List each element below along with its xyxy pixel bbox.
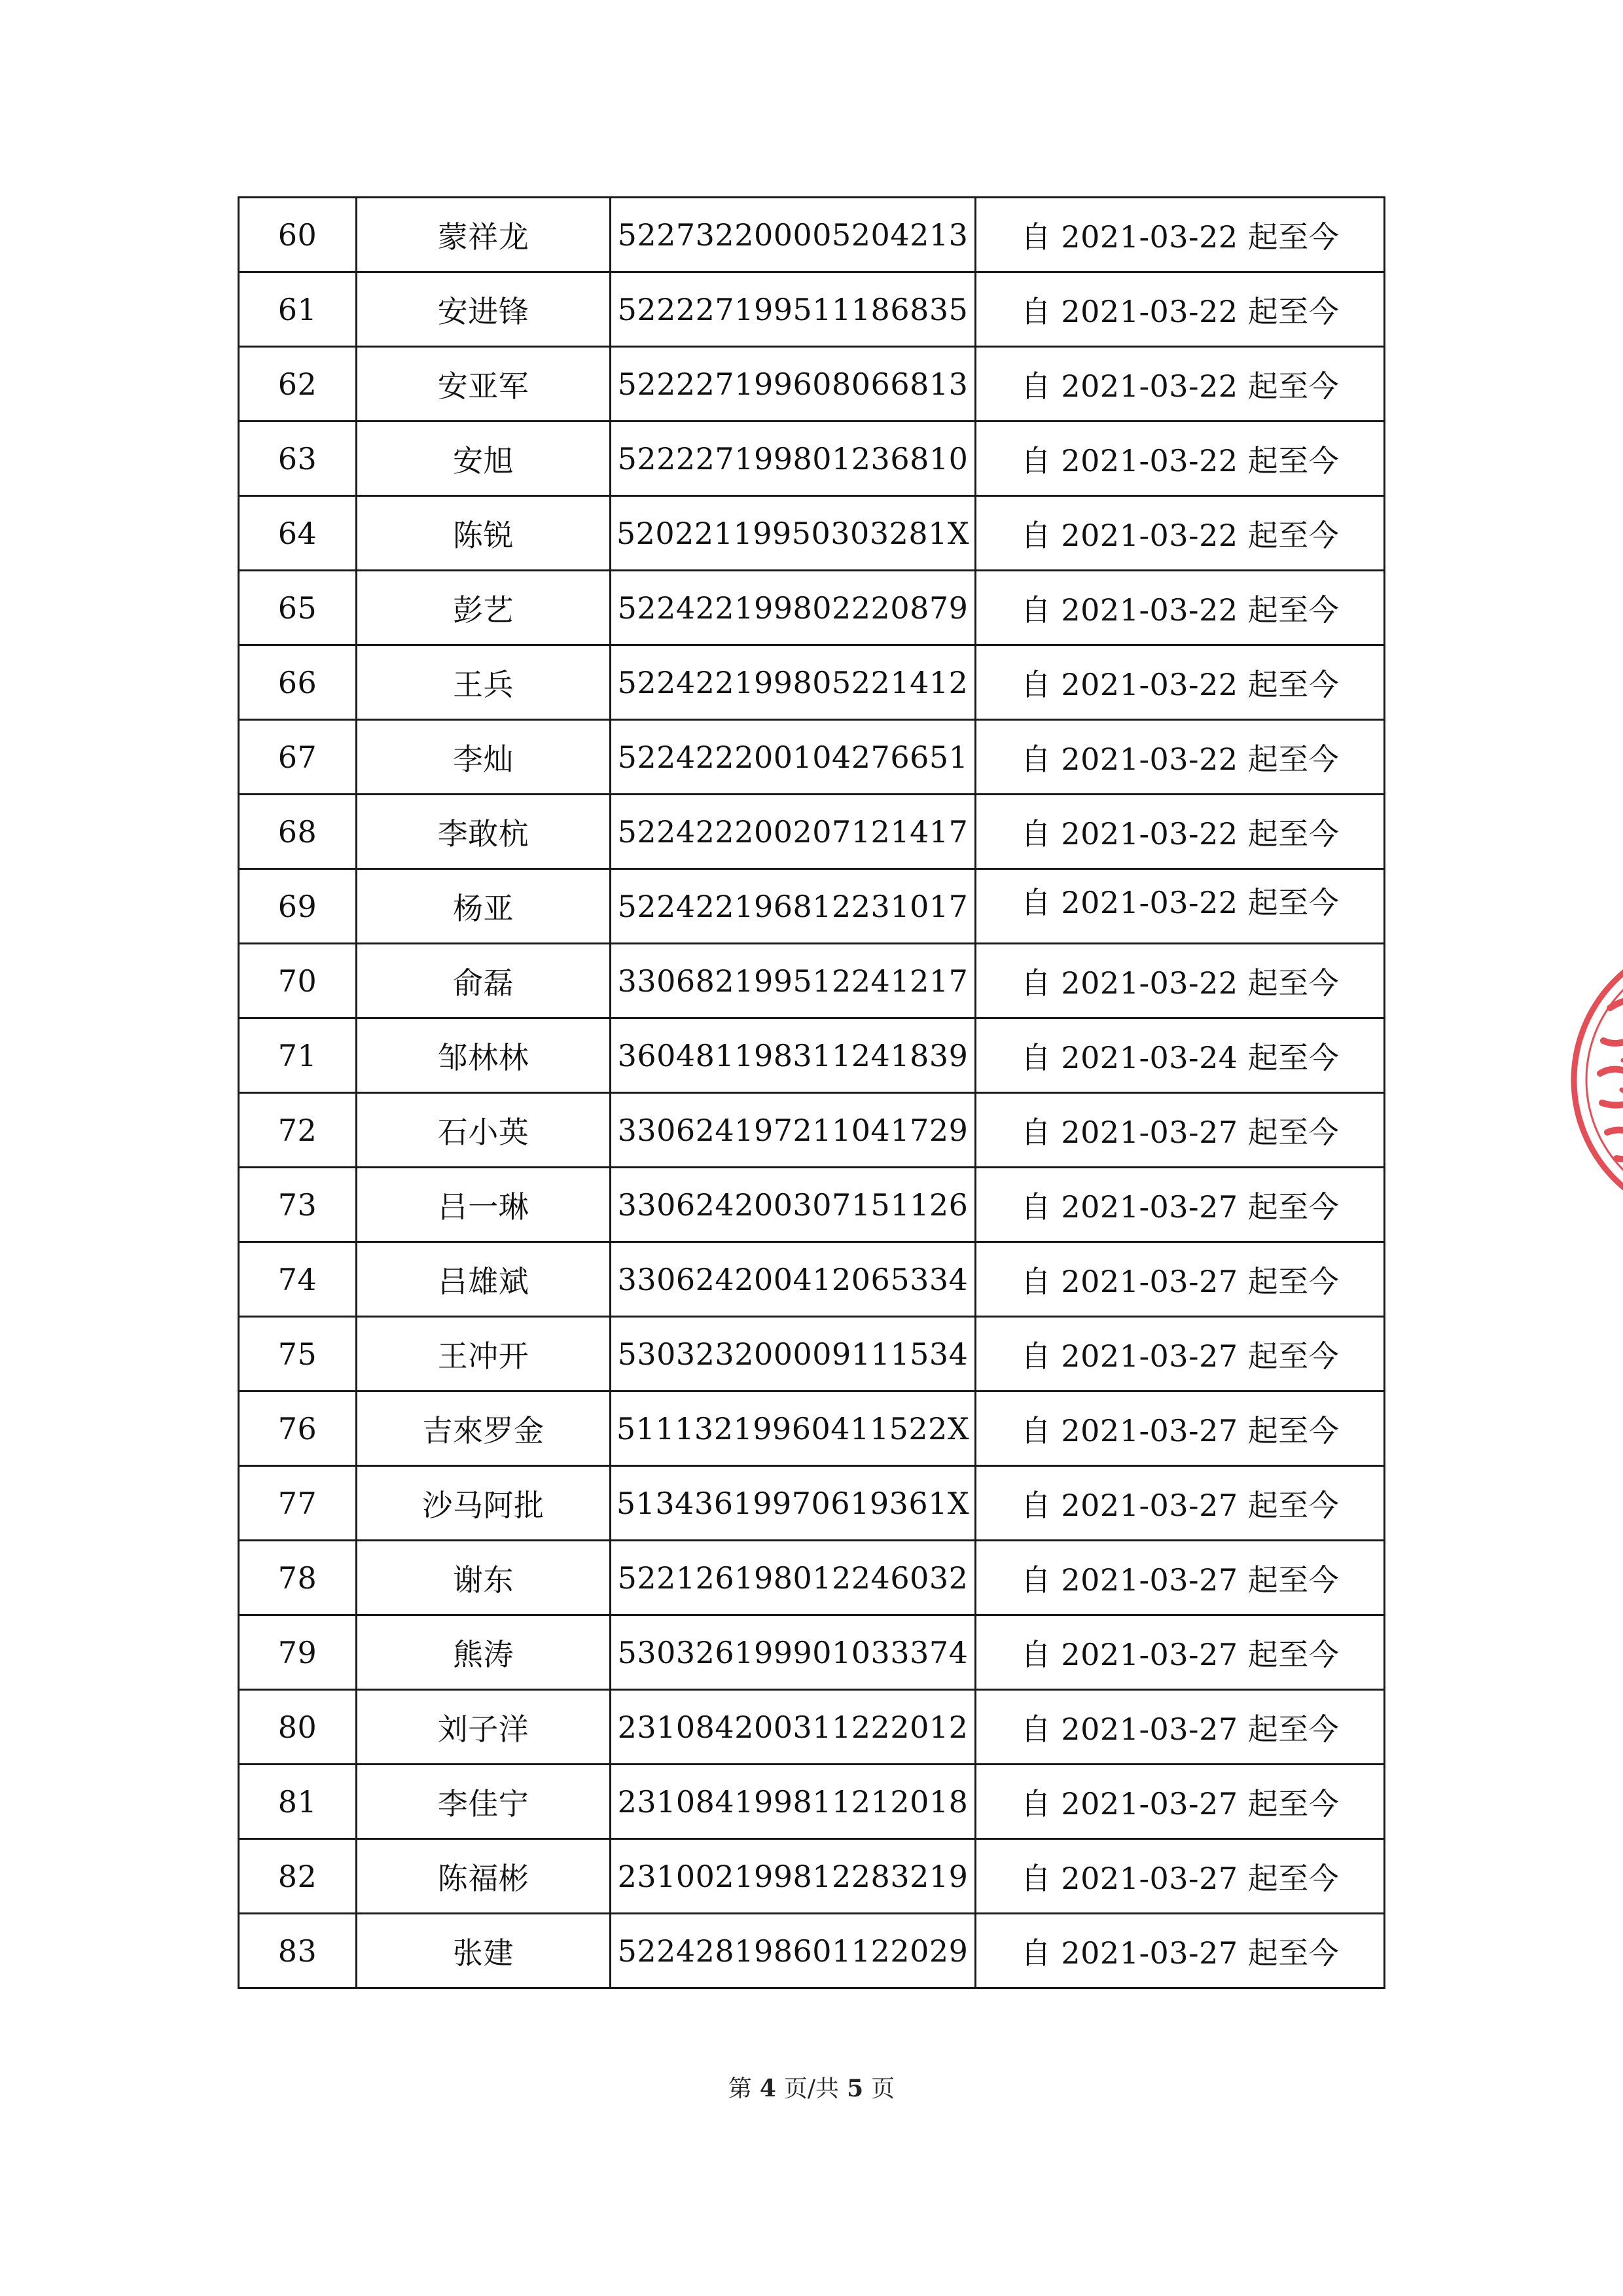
name-cell: 王兵 xyxy=(357,645,611,720)
id-number-cell: 522422200104276651 xyxy=(611,720,976,795)
row-number-cell: 70 xyxy=(239,944,357,1018)
table-row xyxy=(239,571,1385,645)
footer-total-pages: 5 xyxy=(847,2075,864,2102)
name-cell: 谢东 xyxy=(357,1541,611,1615)
table-row xyxy=(239,1466,1385,1541)
table-row xyxy=(239,347,1385,422)
since-date-cell: 自 2021-03-22 起至今 xyxy=(976,720,1385,795)
table-row xyxy=(239,198,1385,272)
since-date-cell: 自 2021-03-27 起至今 xyxy=(976,1541,1385,1615)
name-cell: 李敢杭 xyxy=(357,795,611,869)
official-seal-icon xyxy=(1564,929,1623,1230)
footer-suffix: 页 xyxy=(871,2075,895,2102)
since-date-cell: 自 2021-03-27 起至今 xyxy=(976,1391,1385,1466)
id-number-cell: 330682199512241217 xyxy=(611,944,976,1018)
table-row xyxy=(239,422,1385,496)
row-number-cell: 69 xyxy=(239,869,357,944)
name-cell: 沙马阿批 xyxy=(357,1466,611,1541)
row-number-cell: 67 xyxy=(239,720,357,795)
id-number-cell: 330624200412065334 xyxy=(611,1242,976,1317)
id-number-cell: 51343619970619361X xyxy=(611,1466,976,1541)
table-row xyxy=(239,272,1385,347)
since-date-cell: 自 2021-03-22 起至今 xyxy=(976,347,1385,422)
row-number-cell: 62 xyxy=(239,347,357,422)
seal-outer-ring xyxy=(1574,939,1623,1221)
since-date-cell: 自 2021-03-22 起至今 xyxy=(976,795,1385,869)
row-number-cell: 78 xyxy=(239,1541,357,1615)
name-cell: 蒙祥龙 xyxy=(357,198,611,272)
since-date-cell: 自 2021-03-27 起至今 xyxy=(976,1242,1385,1317)
name-cell: 陈锐 xyxy=(357,496,611,571)
table-row xyxy=(239,1765,1385,1839)
name-cell: 彭艺 xyxy=(357,571,611,645)
since-date-cell: 自 2021-03-22 起至今 xyxy=(976,645,1385,720)
name-cell: 俞磊 xyxy=(357,944,611,1018)
since-date-cell: 自 2021-03-24 起至今 xyxy=(976,1018,1385,1093)
name-cell: 杨亚 xyxy=(357,869,611,944)
row-number-cell: 77 xyxy=(239,1466,357,1541)
row-number-cell: 80 xyxy=(239,1690,357,1765)
since-date-cell: 自 2021-03-27 起至今 xyxy=(976,1466,1385,1541)
row-number-cell: 71 xyxy=(239,1018,357,1093)
id-number-cell: 522428198601122029 xyxy=(611,1914,976,1988)
seal-inner-ring xyxy=(1586,952,1623,1208)
row-number-cell: 63 xyxy=(239,422,357,496)
id-number-cell: 522422199802220879 xyxy=(611,571,976,645)
id-number-cell: 530326199901033374 xyxy=(611,1615,976,1690)
row-number-cell: 73 xyxy=(239,1168,357,1242)
since-date-cell: 自 2021-03-22 起至今 xyxy=(976,272,1385,347)
page-footer xyxy=(0,2070,1623,2104)
roster-table xyxy=(238,196,1385,1989)
id-number-cell: 231084200311222012 xyxy=(611,1690,976,1765)
row-number-cell: 74 xyxy=(239,1242,357,1317)
row-number-cell: 82 xyxy=(239,1839,357,1914)
footer-prefix: 第 xyxy=(728,2075,752,2102)
id-number-cell: 522126198012246032 xyxy=(611,1541,976,1615)
since-date-cell: 自 2021-03-27 起至今 xyxy=(976,1093,1385,1168)
id-number-cell: 52022119950303281X xyxy=(611,496,976,571)
since-date-cell: 自 2021-03-22 起至今 xyxy=(976,869,1385,944)
table-row xyxy=(239,1093,1385,1168)
name-cell: 安亚军 xyxy=(357,347,611,422)
table-row xyxy=(239,496,1385,571)
since-date-cell: 自 2021-03-22 起至今 xyxy=(976,422,1385,496)
id-number-cell: 51113219960411522X xyxy=(611,1391,976,1466)
id-number-cell: 330624197211041729 xyxy=(611,1093,976,1168)
row-number-cell: 81 xyxy=(239,1765,357,1839)
row-number-cell: 79 xyxy=(239,1615,357,1690)
id-number-cell: 231002199812283219 xyxy=(611,1839,976,1914)
table-row xyxy=(239,1690,1385,1765)
table-row xyxy=(239,645,1385,720)
row-number-cell: 60 xyxy=(239,198,357,272)
name-cell: 张建 xyxy=(357,1914,611,1988)
id-number-cell: 530323200009111534 xyxy=(611,1317,976,1391)
id-number-cell: 330624200307151126 xyxy=(611,1168,976,1242)
name-cell: 李灿 xyxy=(357,720,611,795)
roster-table-body xyxy=(239,198,1385,1988)
id-number-cell: 231084199811212018 xyxy=(611,1765,976,1839)
row-number-cell: 76 xyxy=(239,1391,357,1466)
since-date-cell: 自 2021-03-22 起至今 xyxy=(976,944,1385,1018)
row-number-cell: 64 xyxy=(239,496,357,571)
row-number-cell: 65 xyxy=(239,571,357,645)
row-number-cell: 72 xyxy=(239,1093,357,1168)
table-row xyxy=(239,1541,1385,1615)
footer-middle: 页/共 xyxy=(783,2075,840,2102)
name-cell: 吉來罗金 xyxy=(357,1391,611,1466)
name-cell: 吕一琳 xyxy=(357,1168,611,1242)
since-date-cell: 自 2021-03-22 起至今 xyxy=(976,198,1385,272)
name-cell: 安旭 xyxy=(357,422,611,496)
table-row xyxy=(239,1615,1385,1690)
since-date-cell: 自 2021-03-27 起至今 xyxy=(976,1914,1385,1988)
since-date-cell: 自 2021-03-27 起至今 xyxy=(976,1168,1385,1242)
table-row xyxy=(239,720,1385,795)
since-date-cell: 自 2021-03-22 起至今 xyxy=(976,496,1385,571)
since-date-cell: 自 2021-03-22 起至今 xyxy=(976,571,1385,645)
name-cell: 熊涛 xyxy=(357,1615,611,1690)
name-cell: 王冲开 xyxy=(357,1317,611,1391)
row-number-cell: 68 xyxy=(239,795,357,869)
table-row xyxy=(239,795,1385,869)
since-date-cell: 自 2021-03-27 起至今 xyxy=(976,1765,1385,1839)
name-cell: 陈福彬 xyxy=(357,1839,611,1914)
id-number-cell: 522732200005204213 xyxy=(611,198,976,272)
table-row xyxy=(239,1242,1385,1317)
id-number-cell: 522227199511186835 xyxy=(611,272,976,347)
id-number-cell: 522422200207121417 xyxy=(611,795,976,869)
table-row xyxy=(239,1168,1385,1242)
name-cell: 石小英 xyxy=(357,1093,611,1168)
table-row xyxy=(239,944,1385,1018)
name-cell: 安进锋 xyxy=(357,272,611,347)
row-number-cell: 83 xyxy=(239,1914,357,1988)
name-cell: 李佳宁 xyxy=(357,1765,611,1839)
since-date-cell: 自 2021-03-27 起至今 xyxy=(976,1690,1385,1765)
table-row xyxy=(239,1914,1385,1988)
since-date-cell: 自 2021-03-27 起至今 xyxy=(976,1615,1385,1690)
id-number-cell: 522422196812231017 xyxy=(611,869,976,944)
name-cell: 邹林林 xyxy=(357,1018,611,1093)
table-row xyxy=(239,1839,1385,1914)
id-number-cell: 360481198311241839 xyxy=(611,1018,976,1093)
row-number-cell: 61 xyxy=(239,272,357,347)
name-cell: 刘子洋 xyxy=(357,1690,611,1765)
name-cell: 吕雄斌 xyxy=(357,1242,611,1317)
row-number-cell: 66 xyxy=(239,645,357,720)
seal-lettering xyxy=(1600,999,1623,1189)
id-number-cell: 522227199608066813 xyxy=(611,347,976,422)
since-date-cell: 自 2021-03-27 起至今 xyxy=(976,1839,1385,1914)
since-date-cell: 自 2021-03-27 起至今 xyxy=(976,1317,1385,1391)
id-number-cell: 522227199801236810 xyxy=(611,422,976,496)
table-row xyxy=(239,1317,1385,1391)
row-number-cell: 75 xyxy=(239,1317,357,1391)
table-row xyxy=(239,1018,1385,1093)
table-row xyxy=(239,1391,1385,1466)
id-number-cell: 522422199805221412 xyxy=(611,645,976,720)
table-row xyxy=(239,869,1385,944)
footer-current-page: 4 xyxy=(759,2075,776,2102)
